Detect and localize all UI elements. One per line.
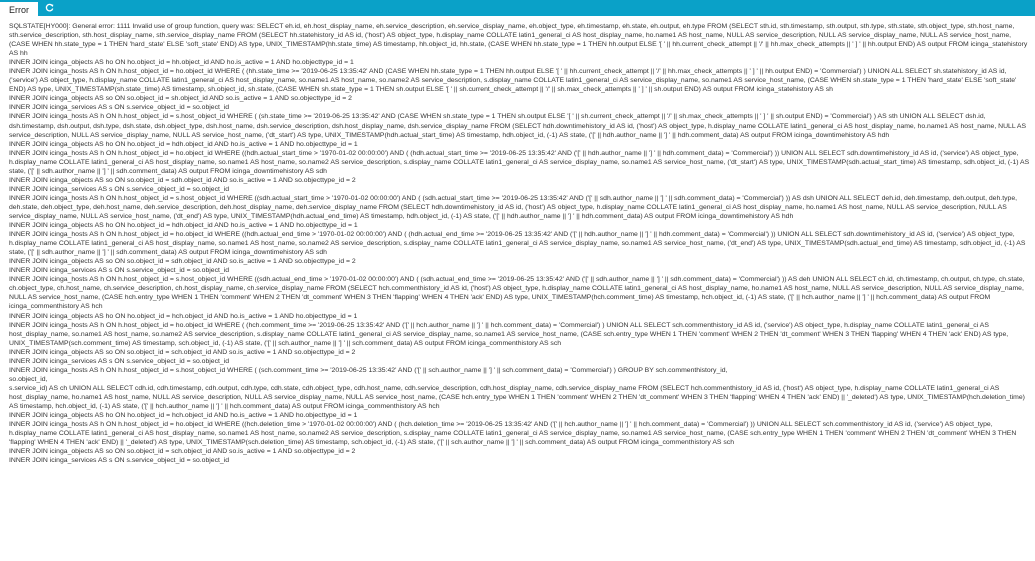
error-line: INNER JOIN icinga_objects AS ho ON ho.object_id = hh.object_id AND ho.is_active = 1 AND ho.objecttype_id = 1 — [9, 59, 354, 67]
error-line: INNER JOIN icinga_hosts AS h ON h.host_object_id = s.host_object_id WHERE ((sdh.actual_start_time > '1970-01-02 00:00:00') AND ( (sdh.actual_start_time >= '2019-06-25 13:35:42' AND ('[' || sdh.author_name || '] ' || sdh.comment_data) = 'Commercial') )) AS dsh UNION ALL SELECT deh.id, deh.timestamp, deh.output, deh.type, deh.state, deh.object_type, deh.host_name, deh.service_description, deh.host_display_name, deh.service_display_name FROM (SELECT hdh.downtimehistory_id AS id, ('host') AS object_type, h.display_name COLLATE latin1_general_ci AS host_display_name, ho.name1 AS host_name, NULL AS service_description, NULL AS service_display_name, NULL AS service_host_name, ('dt_end') AS type, UNIX_TIMESTAMP(hdh.actual_end_time) AS timestamp, hdh.object_id, (-1) AS state, ('[' || hdh.author_name || '] ' || hdh.comment_data) AS output FROM icinga_downtimehistory AS hdh — [9, 194, 1018, 220]
error-line: INNER JOIN icinga_objects AS ho ON ho.object_id = hch.object_id AND ho.is_active = 1 AND ho.objecttype_id = 1 — [9, 412, 358, 420]
error-line: INNER JOIN icinga_hosts AS h ON h.host_object_id = s.host_object_id WHERE ( (sh.state_time >= '2019-06-25 13:35:42' AND (CASE WHEN sh.state_type = 1 THEN sh.output ELSE '[ ' || sh.current_check_attempt || '/' || sh.max_check_attempts || ' ] ' || sh.output END) = 'Commercial') ) AS sth UNION ALL SELECT dsh.id, dsh.timestamp, dsh.output, dsh.type, dsh.state, dsh.object_type, dsh.host_name, dsh.service_description, dsh.host_display_name, dsh.service_display_name FROM (SELECT hdh.downtimehistory_id AS id, ('host') AS object_type, h.display_name COLLATE latin1_general_ci AS host_display_name, ho.name1 AS host_name, NULL AS service_description, NULL AS service_display_name, NULL AS service_host_name, ('dt_start') AS type, UNIX_TIMESTAMP(hdh.actual_start_time) AS timestamp, hdh.object_id, (-1) AS state, ('[' || hdh.author_name || '] ' || hdh.comment_data) AS output FROM icinga_downtimehistory AS hdh — [9, 113, 1027, 139]
error-line: s.service_id) AS ch UNION ALL SELECT cdh.id, cdh.timestamp, cdh.output, cdh.type, cdh.state, cdh.object_type, cdh.host_name, cdh.service_description, cdh.host_display_name, cdh.service_display_name FROM (SELECT hch.commenthistory_id AS id, ('host') AS object_type, h.display_name COLLATE latin1_general_ci AS host_display_name, ho.name1 AS host_name, NULL AS service_description, NULL AS service_display_name, NULL AS service_host_name, (CASE hch.entry_type WHEN 1 THEN 'comment' WHEN 2 THEN 'dt_comment' WHEN 3 THEN 'flapping' WHEN 4 THEN 'ack' END) || '_deleted') AS type, UNIX_TIMESTAMP(hch.deletion_time) AS timestamp, hch.object_id, (-1) AS state, ('[' || hch.author_name || '] ' || hch.comment_data) AS output FROM icinga_commenthistory AS hch — [9, 384, 1025, 410]
error-line: INNER JOIN icinga_hosts AS h ON h.host_object_id = s.host_object_id WHERE ((sdh.actual_end_time > '1970-01-02 00:00:00') AND ( (sdh.actual_end_time >= '2019-06-25 13:35:42' AND ('[' || sdh.author_name || '] ' || sdh.comment_data) = 'Commercial') )) AS deh UNION ALL SELECT ch.id, ch.timestamp, ch.output, ch.type, ch.state, ch.object_type, ch.host_name, ch.service_description, ch.host_display_name, ch.service_display_name FROM (SELECT hch.commenthistory_id AS id, ('host') AS object_type, h.display_name COLLATE latin1_general_ci AS host_display_name, ho.name1 AS host_name, NULL AS service_description, NULL AS service_display_name, NULL AS service_host_name, (CASE hch.entry_type WHEN 1 THEN 'comment' WHEN 2 THEN 'dt_comment' WHEN 3 THEN 'flapping' WHEN 4 THEN 'ack' END) AS type, UNIX_TIMESTAMP(hch.comment_time) AS timestamp, hch.object_id, (-1) AS state, ('[' || hch.author_name || '] ' || hch.comment_data) AS output FROM icinga_commenthistory AS hch — [9, 276, 1025, 311]
error-line: INNER JOIN icinga_objects AS ho ON ho.object_id = hch.object_id AND ho.is_active = 1 AND ho.objecttype_id = 1 — [9, 312, 358, 320]
error-line: INNER JOIN icinga_services AS s ON s.service_object_id = so.object_id — [9, 185, 230, 193]
error-line: INNER JOIN icinga_services AS s ON s.service_object_id = so.object_id — [9, 357, 230, 365]
error-message — [9, 22, 1030, 558]
error-line: INNER JOIN icinga_hosts AS h ON h.host_object_id = s.host_object_id WHERE ( (sch.comment_time >= '2019-06-25 13:35:42' AND ('[' || sch.author_name || '] ' || sch.comment_data) = 'Commercial') ) GROUP BY sch.commenthistory_id, — [9, 366, 728, 374]
error-line: INNER JOIN icinga_objects AS ho ON ho.object_id = hdh.object_id AND ho.is_active = 1 AND ho.objecttype_id = 1 — [9, 140, 358, 148]
error-line: INNER JOIN icinga_objects AS so ON so.object_id = sdh.object_id AND so.is_active = 1 AND so.objecttype_id = 2 — [9, 258, 356, 266]
error-line: INNER JOIN icinga_objects AS ho ON ho.object_id = hdh.object_id AND ho.is_active = 1 AND ho.objecttype_id = 1 — [9, 222, 358, 230]
error-line: so.object_id, — [9, 375, 48, 383]
tab-bar — [0, 0, 1035, 16]
error-line: INNER JOIN icinga_hosts AS h ON h.host_object_id = ho.object_id WHERE ((hch.deletion_time > '1970-01-02 00:00:00') AND ( (hch.deletion_time >= '2019-06-25 13:35:42' AND ('[' || hch.author_name || '] ' || hch.comment_data) = 'Commercial') )) UNION ALL SELECT sch.commenthistory_id AS id, ('service') AS object_type, h.display_name COLLATE latin1_general_ci AS host_display_name, so.name1 AS host_name, so.name2 AS service_description, s.display_name COLLATE latin1_general_ci AS service_display_name, so.name1 AS service_host_name, (CASE sch.entry_type WHEN 1 THEN 'comment' WHEN 2 THEN 'dt_comment' WHEN 3 THEN 'flapping' WHEN 4 THEN 'ack' END) || '_deleted') AS type, UNIX_TIMESTAMP(sch.deletion_time) AS timestamp, sch.object_id, (-1) AS state, ('[' || sch.author_name || '] ' || sch.comment_data) AS output FROM icinga_commenthistory AS sch — [9, 421, 1017, 447]
error-line: INNER JOIN icinga_services AS s ON s.service_object_id = so.object_id — [9, 457, 230, 465]
error-line: INNER JOIN icinga_services AS s ON s.service_object_id = so.object_id — [9, 104, 230, 112]
error-line: INNER JOIN icinga_hosts AS h ON h.host_object_id = ho.object_id WHERE ((hdh.actual_start_time > '1970-01-02 00:00:00') AND ( (hdh.actual_start_time >= '2019-06-25 13:35:42' AND ('[' || hdh.author_name || '] ' || hdh.comment_data) = 'Commercial') )) UNION ALL SELECT sdh.downtimehistory_id AS id, ('service') AS object_type, h.display_name COLLATE latin1_general_ci AS host_display_name, so.name1 AS host_name, so.name2 AS service_description, s.display_name COLLATE latin1_general_ci AS service_display_name, so.name1 AS service_host_name, ('dt_start') AS type, UNIX_TIMESTAMP(sdh.actual_start_time) AS timestamp, sdh.object_id, (-1) AS state, ('[' || sdh.author_name || '] ' || sdh.comment_data) AS output FROM icinga_downtimehistory AS sdh — [9, 149, 1030, 175]
error-text — [9, 22, 1030, 465]
error-line: INNER JOIN icinga_objects AS so ON so.object_id = sch.object_id AND so.is_active = 1 AND so.objecttype_id = 2 — [9, 348, 356, 356]
error-line: INNER JOIN icinga_hosts AS h ON h.host_object_id = ho.object_id WHERE ( (hch.comment_time >= '2019-06-25 13:35:42' AND ('[' || hch.author_name || '] ' || hch.comment_data) = 'Commercial') ) UNION ALL SELECT sch.commenthistory_id AS id, ('service') AS object_type, h.display_name COLLATE latin1_general_ci AS host_display_name, so.name1 AS host_name, so.name2 AS service_description, s.display_name COLLATE latin1_general_ci AS service_display_name, so.name1 AS service_host_name, (CASE sch.entry_type WHEN 1 THEN 'comment' WHEN 2 THEN 'dt_comment' WHEN 3 THEN 'flapping' WHEN 4 THEN 'ack' END) AS type, UNIX_TIMESTAMP(sch.comment_time) AS timestamp, sch.object_id, (-1) AS state, ('[' || sch.author_name || '] ' || sch.comment_data) AS output FROM icinga_commenthistory AS sch — [9, 321, 1009, 347]
tab-error-label: Error — [9, 5, 29, 15]
error-line: INNER JOIN icinga_objects AS so ON so.object_id = sdh.object_id AND so.is_active = 1 AND so.objecttype_id = 2 — [9, 176, 356, 184]
error-line: INNER JOIN icinga_objects AS so ON so.object_id = sh.object_id AND so.is_active = 1 AND so.objecttype_id = 2 — [9, 95, 352, 103]
refresh-icon — [45, 0, 54, 17]
tab-error[interactable] — [0, 0, 38, 16]
error-line: SQLSTATE[HY000]: General error: 1111 Invalid use of group function, query was: SELECT eh.id, eh.host_display_name, eh.service_description, eh.service_display_name, eh.object_type, eh.timestamp, eh.state, eh.output, eh.type FROM (SELECT sth.id, sth.timestamp, sth.output, sth.type, sth.state, sth.object_type, sth.host_name, sth.service_description, sth.host_display_name, sth.service_display_name FROM (SELECT hh.statehistory_id AS id, ('host') AS object_type, h.display_name COLLATE latin1_general_ci AS host_display_name, ho.name1 AS host_name, NULL AS service_description, NULL AS service_display_name, NULL AS service_host_name, (CASE WHEN hh.state_type = 1 THEN 'hard_state' ELSE 'soft_state' END) AS type, UNIX_TIMESTAMP(hh.state_time) AS timestamp, hh.object_id, hh.state, (CASE WHEN hh.state_type = 1 THEN hh.output ELSE '[ ' || hh.current_check_attempt || '/' || hh.max_check_attempts || ' ] ' || hh.output END) AS output FROM icinga_statehistory AS hh — [9, 23, 1028, 58]
error-line: INNER JOIN icinga_objects AS so ON so.object_id = sch.object_id AND so.is_active = 1 AND so.objecttype_id = 2 — [9, 448, 356, 456]
refresh-button[interactable] — [42, 2, 56, 14]
error-line: INNER JOIN icinga_services AS s ON s.service_object_id = so.object_id — [9, 267, 230, 275]
error-line: INNER JOIN icinga_hosts AS h ON h.host_object_id = ho.object_id WHERE ( (hh.state_time >= '2019-06-25 13:35:42' AND (CASE WHEN hh.state_type = 1 THEN hh.output ELSE '[ ' || hh.current_check_attempt || '/' || hh.max_check_attempts || ' ] ' || hh.output END) = 'Commercial') ) UNION ALL SELECT sh.statehistory_id AS id, ('service') AS object_type, h.display_name COLLATE latin1_general_ci AS host_display_name, so.name1 AS host_name, so.name2 AS service_description, s.display_name COLLATE latin1_general_ci AS service_display_name, so.name1 AS service_host_name, (CASE WHEN sh.state_type = 1 THEN 'hard_state' ELSE 'soft_state' END) AS type, UNIX_TIMESTAMP(sh.state_time) AS timestamp, sh.object_id, sh.state, (CASE WHEN sh.state_type = 1 THEN sh.output ELSE '[ ' || sh.current_check_attempt || '/' || sh.max_check_attempts || ' ] ' || sh.output END) AS output FROM icinga_statehistory AS sh — [9, 68, 1017, 94]
error-line: INNER JOIN icinga_hosts AS h ON h.host_object_id = ho.object_id WHERE ((hdh.actual_end_time > '1970-01-02 00:00:00') AND ( (hdh.actual_end_time >= '2019-06-25 13:35:42' AND ('[' || hdh.author_name || '] ' || hdh.comment_data) = 'Commercial') )) UNION ALL SELECT sdh.downtimehistory_id AS id, ('service') AS object_type, h.display_name COLLATE latin1_general_ci AS host_display_name, so.name1 AS host_name, so.name2 AS service_description, s.display_name COLLATE latin1_general_ci AS service_display_name, so.name1 AS service_host_name, ('dt_end') AS type, UNIX_TIMESTAMP(sdh.actual_end_time) AS timestamp, sdh.object_id, (-1) AS state, ('[' || sdh.author_name || '] ' || sdh.comment_data) AS output FROM icinga_downtimehistory AS sdh — [9, 231, 1026, 257]
